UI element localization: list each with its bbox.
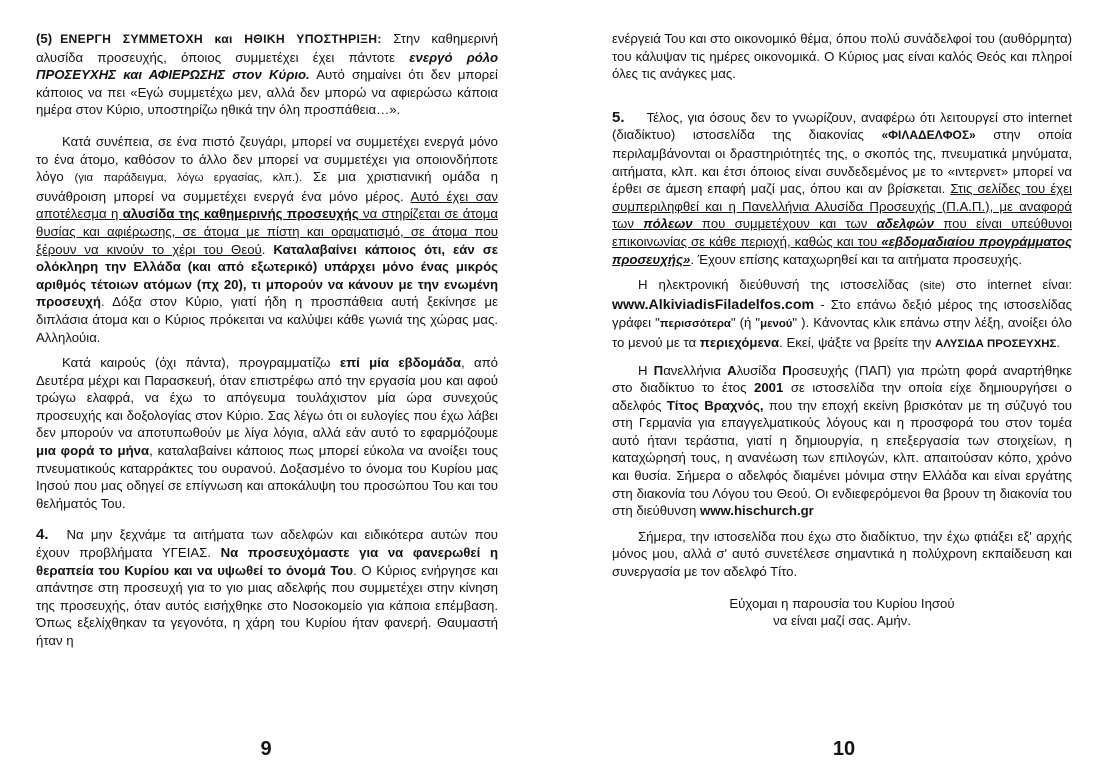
- text-run: .: [261, 241, 274, 257]
- today-paragraph: Σήμερα, την ιστοσελίδα που έχω στο διαδίκτυο, την έχω φτιάξει εξ' αρχής μόνος μου, αλλά σ' αυτό συνετέλεσε σημαντικά η πολύχρονη εκπαίδευση και συνεργασία με τον αδελφό Τίτο.: [612, 528, 1072, 580]
- church-url: www.hischurch.gr: [700, 503, 814, 519]
- right-page: [612, 30, 1072, 630]
- text-run: Να μην ξεχνάμε τα αιτήματα των αδελφών και ειδικότερα αυτών που έχουν προβλήματα ΥΓΕΙΑΣ.: [36, 527, 498, 561]
- text-run: Κατά συνέπεια, σε ένα πιστό ζευγάρι, μπορεί να συμμετέχει ενεργά μόνο το ένα άτομο, καθόσον το άλλο δεν μπορεί να συμμετέχει για οποιονδήποτε λόγο: [36, 133, 498, 185]
- text-run: ανελλήνια: [663, 362, 728, 378]
- bold-run: Να προσευχόμαστε για να φανερωθεί η θεραπεία του Κυρίου και να υψωθεί το όνομά Του: [36, 545, 498, 578]
- bold-run: περιεχόμενα: [699, 334, 780, 350]
- small-text-run: (site): [919, 280, 945, 293]
- couple-paragraph: [36, 133, 498, 346]
- text-run: . Έχουν επίσης καταχωρηθεί και τα αιτήματα προσευχής.: [690, 251, 1023, 267]
- underlined-run: Αυτό έχει σαν αποτέλεσμα η: [36, 188, 498, 222]
- section-number: 5.: [612, 108, 625, 126]
- underlined-emphasis-run: αδελφών: [876, 216, 934, 232]
- bold-run: Καταλαβαίνει κάποιος ότι, εάν σε ολόκληρη την Ελλάδα (και από εξωτερικό) υπάρχει μόνο ένας μικρός αριθμός τέτοιων ατόμων (πχ 20), τι μπορούν να κάνουν με την ενωμένη προσευχή: [36, 241, 498, 310]
- text-run: Αυτό σημαίνει ότι δεν μπορεί κάποιος να πει «Εγώ συμμετέχω μεν, αλλά δεν μπορώ να αφιερώσω κάποια ημέρα στον Κύριο, υποστηρίζω ηθικά την όλη προσπάθεια…».: [36, 67, 498, 118]
- section-heading: ΕΝΕΡΓΗ ΣΥΜΜΕΤΟΧΗ και ΗΘΙΚΗ ΥΠΟΣΤΗΡΙΞΗ:: [60, 32, 382, 46]
- text-run: που την εποχή εκείνη βρισκόταν με τη σύζυγό του στη Γερμανία για επαγγελματικούς λόγους και η προσφορά του στον τομέα αυτό ήτανι τεράστια, γιατί η δημιουργία, η επεξεργασία των στοιχείων, η καταχώρησή τους, η ανανέωση των επιλογών, κλπ. απαιτούσαν κόπο, χρόνο και θυσία. Σήμερα ο αδελφός διαμένει μόνιμα στην Ελλάδα και είναι εργάτης στη διακονία του Λόγου του Θεού. Οι ενδιεφερόμενοι θα βρουν τη διακονία του στη διεύθυνση: [612, 397, 1072, 519]
- left-page: [36, 30, 498, 650]
- website-address-paragraph: [612, 276, 1072, 353]
- text-run: στην οποία περιλαμβάνονται οι δραστηριότητές της, ο σκοπός της, πνευματικά μηνύματα, αιτήματα, κλπ. και έτσι όποιος είναι συνδεδεμένος με το «ιντερνετ» μπορεί να έρθει σε άμεση επαφή μαζί μας, όπου και αν βρίσκεται.: [612, 127, 1072, 197]
- section-5-website-paragraph: [612, 109, 1072, 268]
- bold-name: Τίτος Βραχνός,: [666, 397, 764, 413]
- text-run: Τέλος, για όσους δεν το γνωρίζουν, αναφέρω ότι λειτουργεί στο internet (διαδίκτυο) ιστοσελίδα της διακονίας: [612, 109, 1072, 143]
- section-4-paragraph: [36, 526, 498, 649]
- section-number: (5): [36, 31, 53, 46]
- pap-history-paragraph: [612, 362, 1072, 520]
- text-run: . Ο Κύριος ενήργησε και απάντησε στη προσευχή για το γιο μιας αδελφής που συμμετέχει στην κίνηση της προσευχής, όταν αυτός εισήχθηκε στο Νοσοκομείο για κάποια επέμβαση. Όπως εξελίχθηκαν τα γεγονότα, η χάρη του Κυρίου ήταν φανερή. Θαυμαστή ήταν η: [36, 562, 498, 648]
- bold-run: περισσότερα: [659, 318, 731, 331]
- text-run: στο internet είναι:: [944, 277, 1072, 293]
- text-run: Η: [638, 362, 654, 378]
- underlined-emphasis-run: «εβδομαδιαίου προγράμματος προσευχής»: [612, 233, 1072, 267]
- small-text-run: (για παράδειγμα, λόγω εργασίας, κλπ.).: [74, 172, 303, 185]
- page-number-right: 10: [832, 738, 856, 760]
- emphasis-run: ενεργό ρόλο ΠΡΟΣΕΥΧΗΣ και ΑΦΙΕΡΩΣΗΣ στον Κύριο.: [36, 49, 498, 83]
- bold-initial: Α: [727, 362, 737, 378]
- text-run: ροσευχής (ΠΑΠ) για πρώτη φορά αναρτήθηκε στο διαδίκτυο το έτος: [612, 362, 1073, 396]
- section-number: 4.: [36, 526, 49, 544]
- text-run: Σε μια χριστιανική ομάδα η συνάθροιση μπορεί να συμμετέχει ενεργά ένα μόνο μέρος.: [36, 169, 498, 204]
- text-run: . Δόξα στον Κύριο, γιατί ήδη η προσπάθεια αυτή ξεκίνησε με διπλάσια άτομα και ο Κύριος πρόκειται να καλύψει κάθε γωνιά της χώρας μας. Αλληλούια.: [36, 294, 498, 345]
- website-url: www.AlkiviadisFiladelfos.com: [612, 296, 815, 313]
- underlined-run: Στις σελίδες του έχει συμπεριληφθεί και η Πανελλήνια Αλυσίδα Προσευχής (Π.Α.Π.), με αναφορά των: [612, 181, 1072, 232]
- text-run: , από Δευτέρα μέχρι και Παρασκευή, όταν επιστρέφω από την εργασία μου και αφού τρώγω ελαφρά, να έχω το απόγευμα τουλάχιστον μία ώρα συνεχούς προσευχής και δοξολογίας στον Κύριο. Σας λέγω ότι οι ευλογίες που έχω λάβει δεν μπορούν να αποτυπωθούν με λίγα λόγια, αλλά εάν αυτό το εφαρμόζουμε: [36, 355, 499, 441]
- closing-blessing: [612, 595, 1072, 630]
- closing-line: Εύχομαι η παρουσία του Κυρίου Ιησού: [729, 595, 955, 611]
- underlined-emphasis-run: πόλεων: [643, 216, 693, 232]
- closing-line: να είναι μαζί σας. Αμήν.: [773, 613, 911, 629]
- text-run: " ). Κάνοντας κλικ επάνω στην λέξη, ανοίξει όλο το μενού με τα: [612, 315, 1072, 350]
- text-run: .: [1056, 334, 1061, 350]
- bold-initial: Π: [653, 362, 664, 378]
- bold-run: μια φορά το μήνα: [36, 443, 150, 459]
- text-run: " (ή ": [730, 315, 761, 331]
- bold-run: «ΦΙΛΑΔΕΛΦΟΣ»: [881, 128, 976, 143]
- text-run: - Στο επάνω δεξιό μέρος της ιστοσελίδας γράφει ": [612, 296, 1072, 331]
- continuation-paragraph: ενέργειά Του και στο οικονομικό θέμα, όπου πολύ συνάδελφοί του (αυθόρμητα) του κάλυψαν τις ημέρες οικονομικά. Ο Κύριος μας είναι καλός Θεός και πληροί όλες τις ανάγκες μας.: [612, 31, 1072, 82]
- text-run: σε ιστοσελίδα την οποία είχε δημιουργήσει ο αδελφός: [612, 380, 1072, 413]
- underlined-run: να στηρίζεται σε άτομα θυσίας και αφιέρωσης, σε άτομα με πίστη και οραματισμό, σε άτομα που ξέρουν να κινούν το χέρι του Θεού: [36, 206, 498, 257]
- section-5-paragraph: [36, 30, 498, 119]
- bold-run: ΑΛΥΣΙΔΑ ΠΡΟΣΕΥΧΗΣ: [935, 337, 1057, 350]
- text-run: , καταλαβαίνει κάποιος πως μπορεί εύκολα να ανοίξει τους πνευματικούς καταρράκτες του ουρανού. Δοξασμένο το όνομα του Κυρίου μας Ιησού που μας οδηγεί σε επίγνωση και αποκάλυψη του προσώπου Του και του θελήματός Του.: [36, 443, 498, 511]
- page-number-left: 9: [260, 738, 272, 760]
- underlined-run: που συμμετέχουν και των: [692, 216, 877, 232]
- underlined-bold-run: αλυσίδα της καθημερινής προσευχής: [122, 206, 359, 222]
- bold-run: επί μία εβδομάδα: [339, 355, 461, 371]
- underlined-run: που είναι υπεύθυνοι επικοινωνίας σε κάθε περιοχή, καθώς και του: [612, 216, 1072, 249]
- text-run: Στην καθημερινή αλυσίδα προσευχής, όποιος συμμετέχει έχει πάντοτε: [36, 31, 498, 65]
- bold-run: μενού: [760, 318, 793, 331]
- text-run: Κατά καιρούς (όχι πάντα), προγραμματίζω: [62, 355, 340, 371]
- text-run: . Εκεί, ψάξτε να βρείτε την: [779, 334, 936, 350]
- weekly-prayer-paragraph: [36, 354, 498, 512]
- text-run: Η ηλεκτρονική διεύθυνσή της ιστοσελίδας: [638, 277, 920, 293]
- bold-year: 2001: [753, 380, 784, 396]
- bold-initial: Π: [782, 362, 792, 378]
- text-run: λυσίδα: [736, 362, 783, 378]
